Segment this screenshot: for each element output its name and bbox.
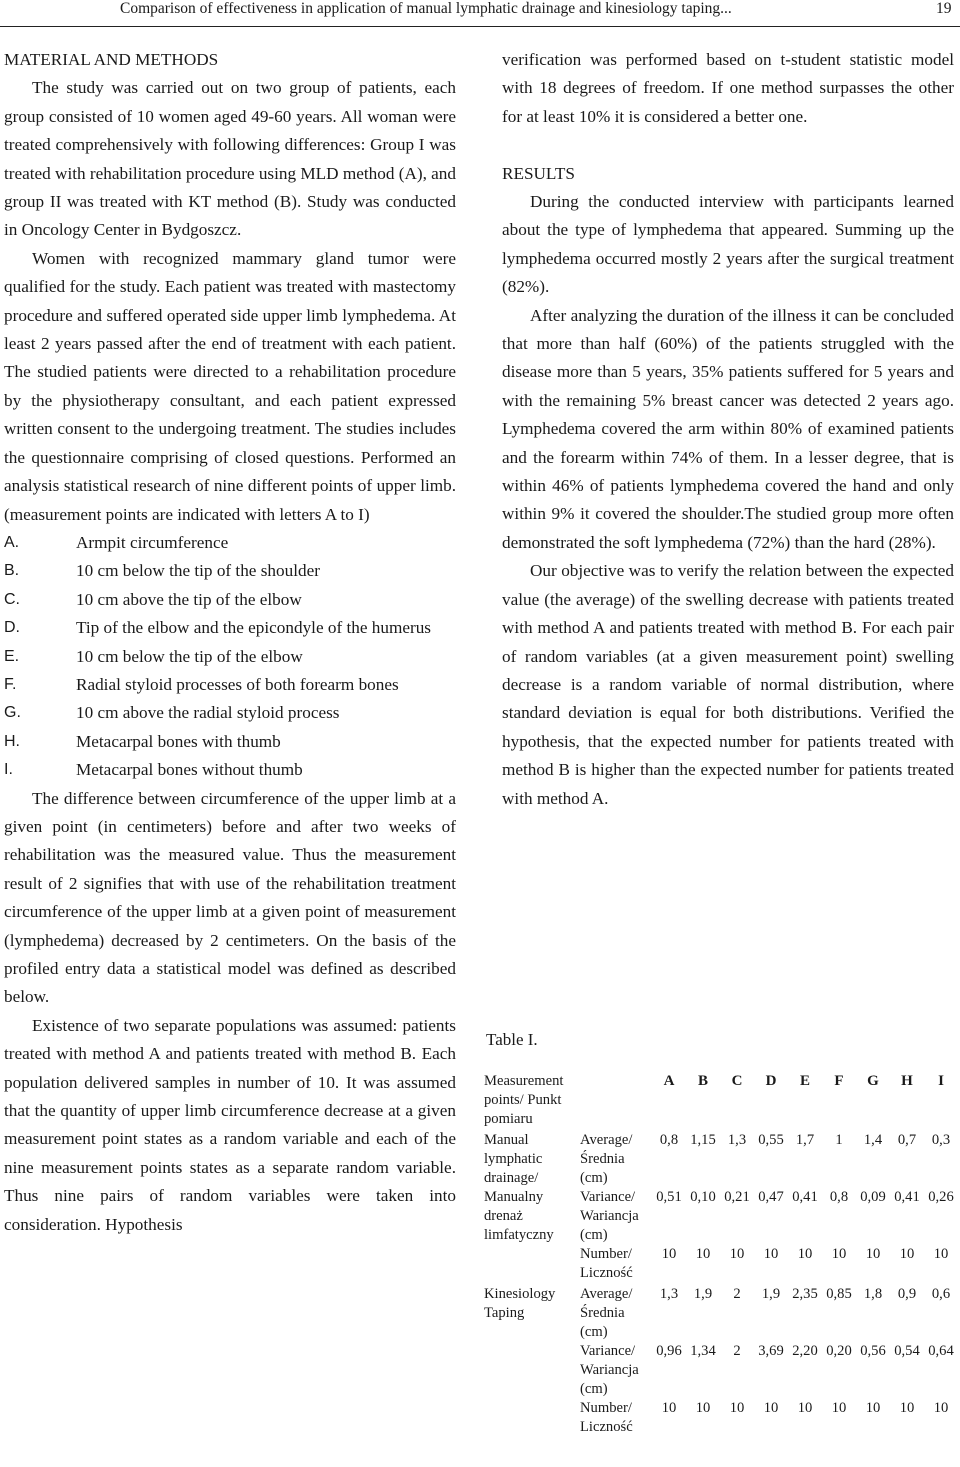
table-cell: 0,64 xyxy=(928,1343,954,1359)
table-cell: 0,9 xyxy=(897,1286,917,1302)
results-table xyxy=(482,1072,958,1437)
table-stat-header xyxy=(578,1072,652,1129)
page-number: 19 xyxy=(936,0,952,17)
table-group-label: Kinesiology Taping xyxy=(484,1286,556,1321)
table-cell: 10 xyxy=(933,1400,949,1416)
table-stat-label: Number/ Liczność xyxy=(580,1400,633,1435)
table-cell: 10 xyxy=(831,1400,847,1416)
table-header-row xyxy=(482,1072,958,1129)
section-heading-methods: MATERIAL AND METHODS xyxy=(4,50,219,69)
measurement-point-item xyxy=(4,643,456,671)
table-cell: 10 xyxy=(729,1400,745,1416)
measurement-point-letter: E. xyxy=(4,647,20,665)
table-cell: 1,4 xyxy=(863,1132,883,1148)
table-cell: 10 xyxy=(695,1400,711,1416)
table-cell: 0,26 xyxy=(928,1189,954,1205)
measurement-point-letter: D. xyxy=(4,619,20,637)
results-paragraph-2: After analyzing the duration of the illness it can be concluded that more than half (60%) of the patients struggled with the disease more than 5 years, 35% patients suffered for 5 years and with the remaining 5% breast cancer was detected 2 years ago. Lymphedema covered the arm within 80% of examined patients and the forearm within 74% of them. In a lesser degree, that is within 46% of patients lymphedema covered the hand and only within 9% it covered the shoulder.The studied group more often demonstrated the soft lymphedema (72%) than the hard (28%). xyxy=(502,305,954,552)
table-row xyxy=(482,1129,958,1188)
table-corner-label: Measurement points/ Punkt pomiaru xyxy=(484,1073,564,1127)
table-cell: 10 xyxy=(899,1246,915,1262)
table-column-header: E xyxy=(799,1073,810,1089)
table-cell: 10 xyxy=(695,1246,711,1262)
table-cell: 2,35 xyxy=(792,1286,818,1302)
measurement-point-text: Armpit circumference xyxy=(76,532,229,552)
methods-paragraph-1: The study was carried out on two group of patients, each group consisted of 10 women aged 49-60 years. All woman were treated comprehensively with following differences: Group I was treated with rehabilitation procedure using MLD method (A), and group II was treated with KT method (B). Study was conducted in Oncology Center in Bydgoszcz. xyxy=(4,78,456,240)
table-cell: 10 xyxy=(831,1246,847,1262)
measurement-point-item xyxy=(4,557,456,585)
measurement-point-text: Metacarpal bones with thumb xyxy=(76,731,281,751)
measurement-point-text: 10 cm above the radial styloid process xyxy=(76,703,340,723)
header-rule xyxy=(0,26,960,27)
results-paragraph-1: During the conducted interview with participants learned about the type of lymphedema that appeared. Summing up the lymphedema occurred mostly 2 years after the surgical treatment (82%). xyxy=(502,192,954,297)
table-cell: 10 xyxy=(865,1400,881,1416)
section-heading-results: RESULTS xyxy=(502,163,575,183)
table-cell: 10 xyxy=(865,1246,881,1262)
table-cell: 1,34 xyxy=(690,1343,716,1359)
table-cell: 2,20 xyxy=(792,1343,818,1359)
table-stat-label: Average/ Średnia (cm) xyxy=(580,1132,633,1186)
table-cell: 10 xyxy=(661,1246,677,1262)
table-cell: 1,9 xyxy=(761,1286,781,1302)
table-cell: 0,21 xyxy=(724,1189,750,1205)
table-cell: 0,3 xyxy=(931,1132,951,1148)
table-cell: 2 xyxy=(733,1286,741,1302)
measurement-point-letter: H. xyxy=(4,732,20,750)
methods-paragraph-2: Women with recognized mammary gland tumor were qualified for the study. Each patient was treated with mastectomy procedure and suffered operated side upper limb lymphedema. At least 2 years passed after the end of treatment with each patient. The studied patients were directed to a rehabilitation procedure by the physiotherapy consultant, and each patient expressed written consent to the undergoing treatment. The studies includes the questionnaire comprising of closed questions. Performed an analysis statistical research of nine different points of upper limb. (measurement points are indicated with letters A to I) xyxy=(4,248,456,524)
left-column xyxy=(4,46,456,1239)
measurement-point-letter: C. xyxy=(4,590,20,608)
table-cell: 1,8 xyxy=(863,1286,883,1302)
table-column-header: I xyxy=(938,1073,944,1089)
measurement-point-letter: B. xyxy=(4,562,20,580)
table-stat-label: Average/ Średnia (cm) xyxy=(580,1286,633,1340)
table-row xyxy=(482,1283,958,1342)
measurement-point-item xyxy=(4,756,456,784)
table-cell: 0,51 xyxy=(656,1189,682,1205)
table-column-header: B xyxy=(697,1073,708,1089)
results-paragraph-3: Our objective was to verify the relation between the expected value (the average) of the swelling decrease with patients treated with method A and patients treated with method B. For each pair of random variables (at a given measurement point) swelling decrease is a random variable of normal distribution, where standard deviation is equal for both distributions. Verified the hypothesis, that the expected number for patients treated with method B is higher than the expected number for patients treated with method A. xyxy=(502,561,954,808)
table-cell: 0,6 xyxy=(931,1286,951,1302)
table-cell: 0,54 xyxy=(894,1343,920,1359)
measurement-point-item xyxy=(4,728,456,756)
table-cell: 0,10 xyxy=(690,1189,716,1205)
table-cell: 0,96 xyxy=(656,1343,682,1359)
table-cell: 1 xyxy=(835,1132,843,1148)
measurement-point-text: Metacarpal bones without thumb xyxy=(76,760,303,780)
table-column-header: A xyxy=(663,1073,675,1089)
table-cell: 0,20 xyxy=(826,1343,852,1359)
measurement-points-list xyxy=(4,529,456,785)
table-cell: 0,41 xyxy=(792,1189,818,1205)
measurement-point-text: Tip of the elbow and the epicondyle of the humerus xyxy=(76,618,431,638)
table-column-header: H xyxy=(901,1073,913,1089)
table-stat-label: Variance/ Wariancja (cm) xyxy=(580,1189,639,1243)
table-cell: 10 xyxy=(797,1246,813,1262)
running-title: Comparison of effectiveness in application of manual lymphatic drainage and kinesiology taping... xyxy=(120,0,732,17)
table-caption: Table I. xyxy=(486,1030,538,1049)
table-column-header: D xyxy=(765,1073,777,1089)
table-cell: 0,8 xyxy=(659,1132,679,1148)
methods-paragraph-3: The difference between circumference of the upper limb at a given point (in centimeters) before and after two weeks of rehabilitation was the measured value. Thus the measurement result of 2 signifies that with use of the rehabilitation treatment circumference of the upper limb at a given point of measurement (lymphedema) decreased by 2 centimeters. On the basis of the profiled entry data a statistical model was defined as described below. xyxy=(4,788,456,1007)
table-cell: 0,85 xyxy=(826,1286,852,1302)
methods-paragraph-4: Existence of two separate populations was assumed: patients treated with method A and patients treated with method B. Each population delivered samples in number of 10. It was assumed that the quantity of upper limb circumference decrease at a given measurement point states as a random variable and each of the nine measurement points states as a separate random variable. Thus nine pairs of random variables were taken into consideration. Hypothesis xyxy=(4,1015,456,1234)
table-cell: 1,3 xyxy=(659,1286,679,1302)
table-cell: 1,9 xyxy=(693,1286,713,1302)
measurement-point-text: 10 cm above the tip of the elbow xyxy=(76,589,302,609)
table-cell: 10 xyxy=(729,1246,745,1262)
table-cell: 10 xyxy=(899,1400,915,1416)
measurement-point-item xyxy=(4,586,456,614)
measurement-point-letter: G. xyxy=(4,704,21,722)
measurement-point-letter: I. xyxy=(4,761,13,779)
table-group-label: Manual lymphatic drainage/ Manualny drenaż limfatyczny xyxy=(484,1132,554,1243)
table-stat-label: Variance/ Wariancja (cm) xyxy=(580,1343,639,1397)
table-cell: 0,09 xyxy=(860,1189,886,1205)
page-header xyxy=(0,0,960,30)
measurement-point-item xyxy=(4,671,456,699)
table-column-header: C xyxy=(731,1073,743,1089)
measurement-point-text: 10 cm below the tip of the shoulder xyxy=(76,561,320,581)
measurement-point-text: 10 cm below the tip of the elbow xyxy=(76,646,303,666)
measurement-point-item xyxy=(4,699,456,727)
table-cell: 1,15 xyxy=(690,1132,716,1148)
methods-paragraph-continued: verification was performed based on t-student statistic model with 18 degrees of freedom. If one method surpasses the other for at least 10% it is considered a better one. xyxy=(502,50,954,126)
table-cell: 0,55 xyxy=(758,1132,784,1148)
table-cell: 0,47 xyxy=(758,1189,784,1205)
table-cell: 1,3 xyxy=(727,1132,747,1148)
table-cell: 10 xyxy=(797,1400,813,1416)
right-column xyxy=(502,46,954,813)
table-cell: 10 xyxy=(933,1246,949,1262)
measurement-point-text: Radial styloid processes of both forearm bones xyxy=(76,674,399,694)
table-cell: 0,41 xyxy=(894,1189,920,1205)
table-stat-label: Number/ Liczność xyxy=(580,1246,633,1281)
table-cell: 3,69 xyxy=(758,1343,784,1359)
measurement-point-letter: F. xyxy=(4,675,17,693)
table-cell: 10 xyxy=(763,1246,779,1262)
measurement-point-letter: A. xyxy=(4,533,20,551)
table-cell: 0,8 xyxy=(829,1189,849,1205)
measurement-point-item xyxy=(4,529,456,557)
table-cell: 2 xyxy=(733,1343,741,1359)
table-cell: 10 xyxy=(763,1400,779,1416)
table-column-header: F xyxy=(834,1073,844,1089)
table-cell: 10 xyxy=(661,1400,677,1416)
measurement-point-item xyxy=(4,614,456,642)
table-cell: 0,56 xyxy=(860,1343,886,1359)
table-column-header: G xyxy=(867,1073,879,1089)
table-cell: 1,7 xyxy=(795,1132,815,1148)
table-cell: 0,7 xyxy=(897,1132,917,1148)
